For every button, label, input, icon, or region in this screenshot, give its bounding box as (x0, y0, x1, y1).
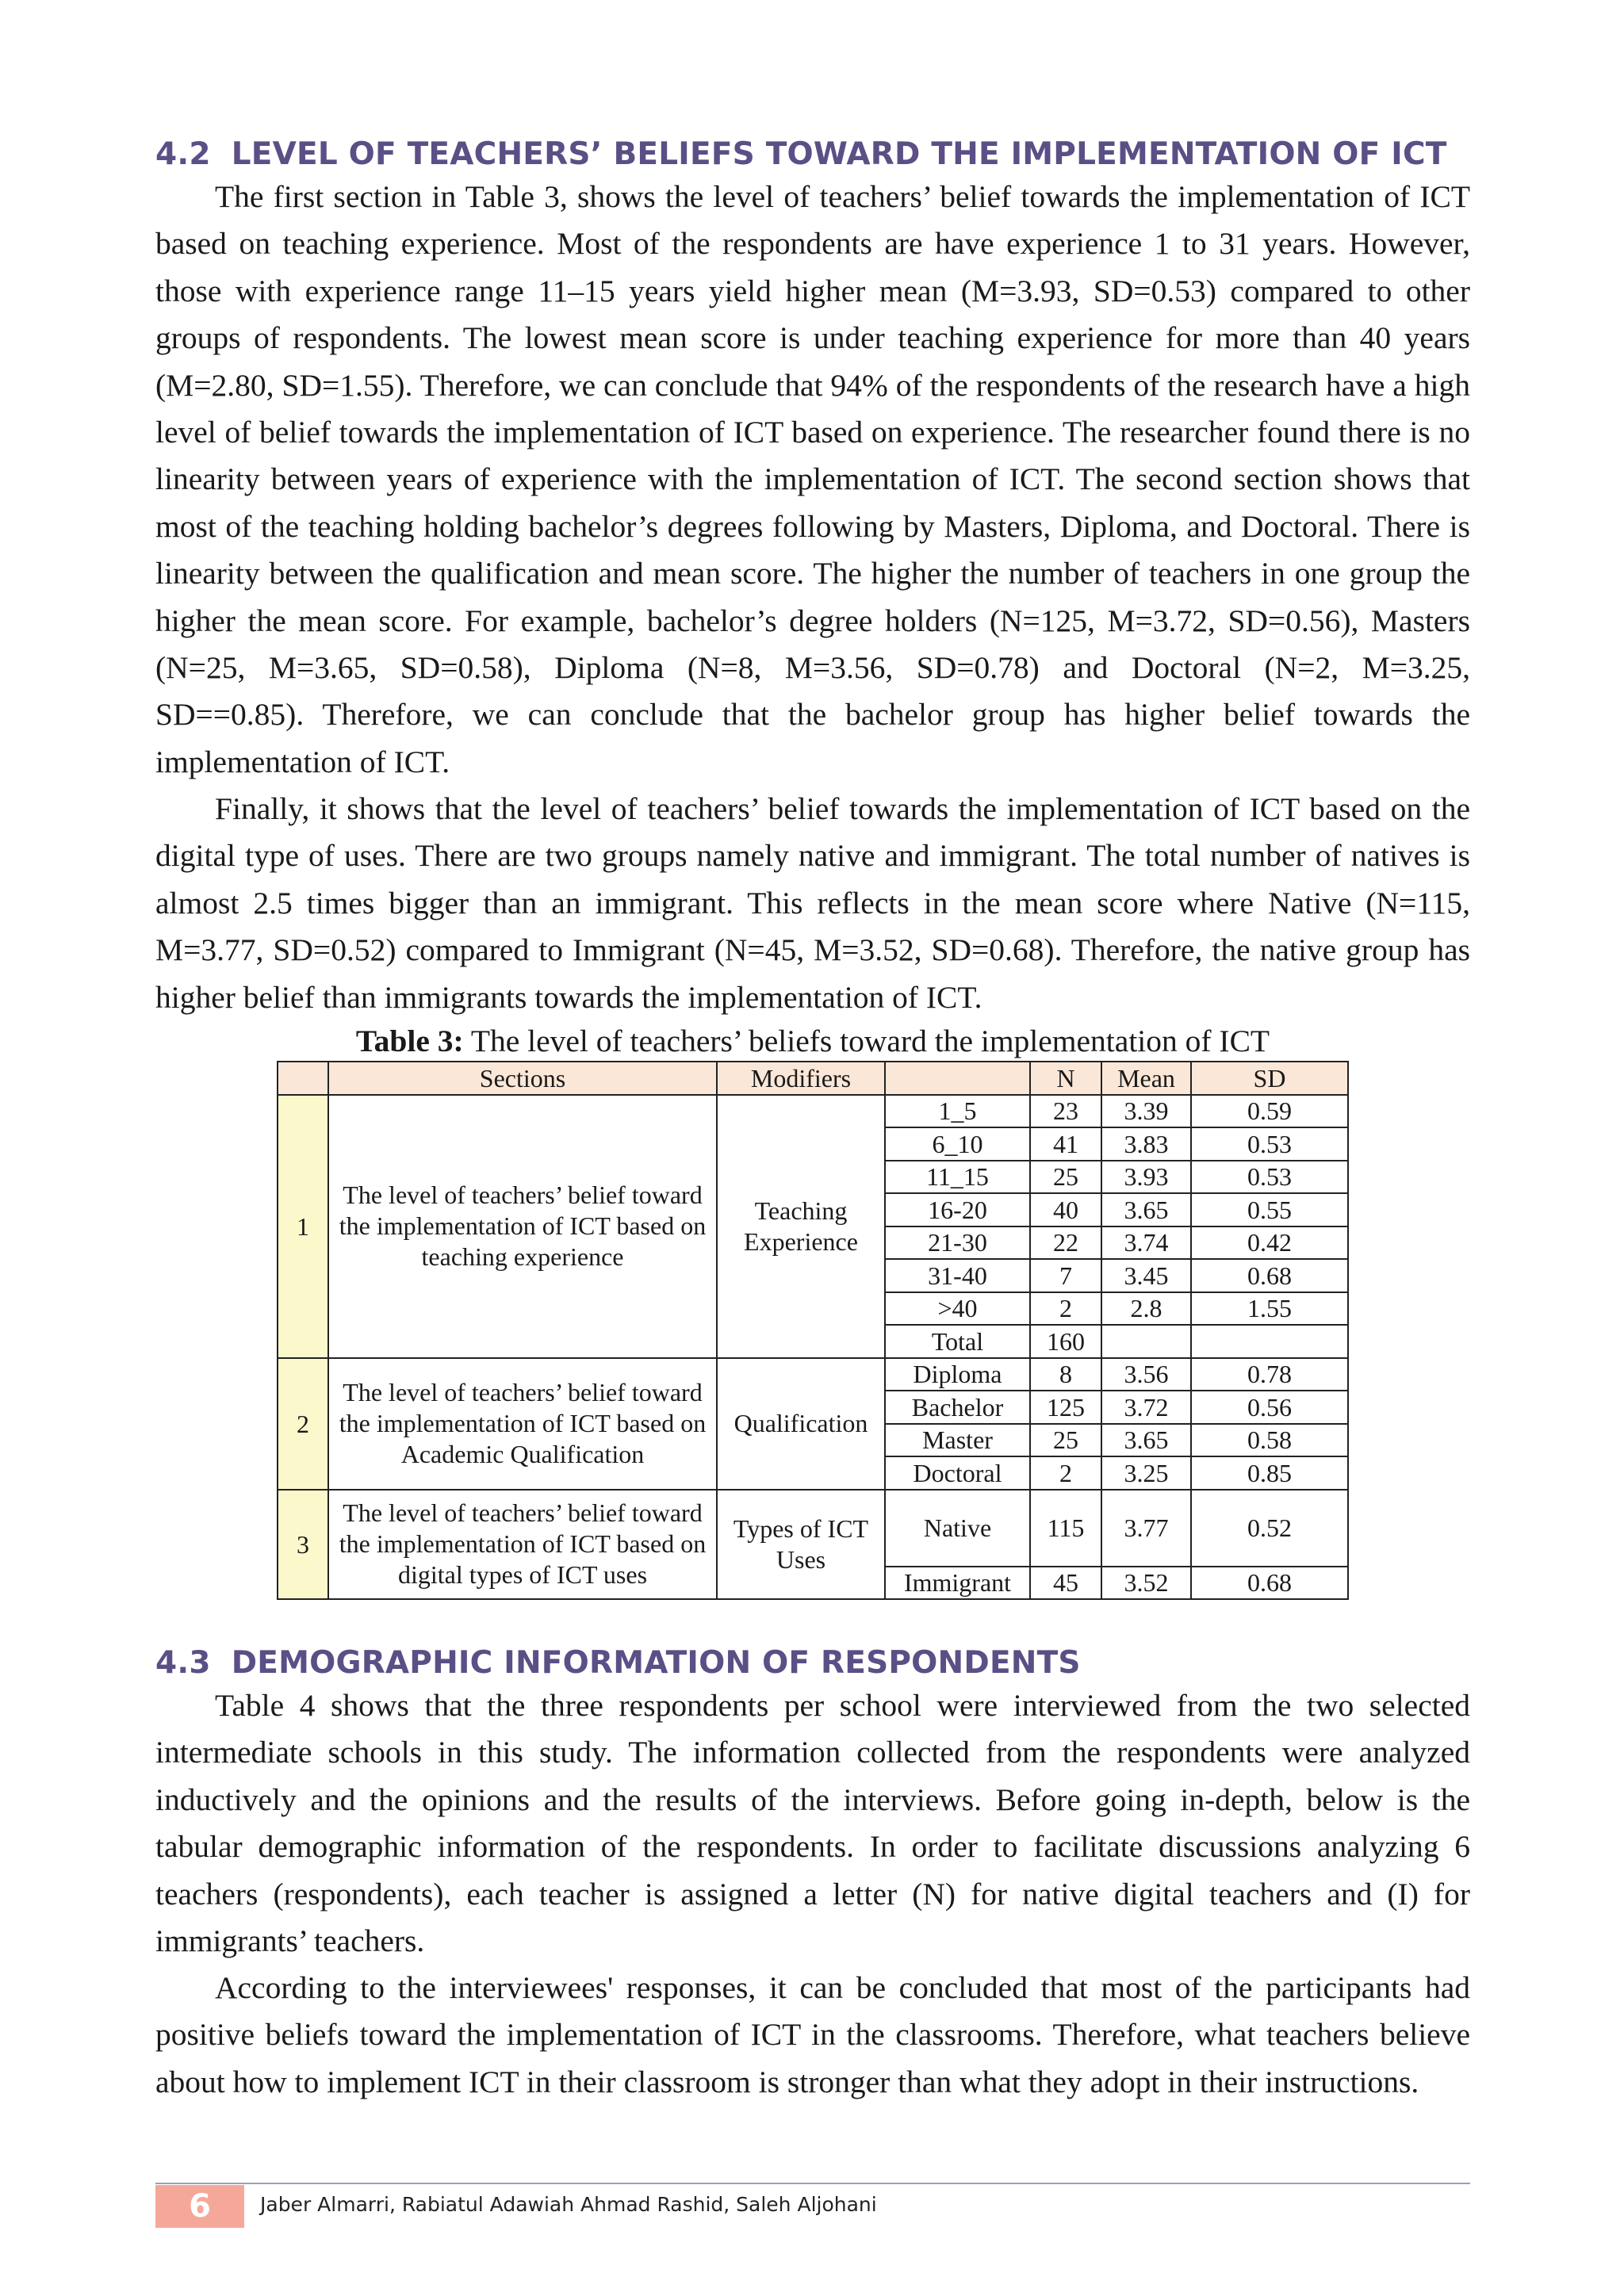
row-sd: 0.85 (1191, 1456, 1348, 1490)
row-sd: 0.56 (1191, 1391, 1348, 1424)
header-n: N (1030, 1062, 1101, 1095)
section-4-2-paragraph-2: Finally, it shows that the level of teachers’ belief towards the implementation of ICT based on the digital type of uses. There are two groups namely native and immigrant. The total number of natives is almost 2.5 times bigger than an immigrant. This reflects in the mean score where Native (N=115, M=3.77, SD=0.52) compared to Immigrant (N=45, M=3.52, SD=0.68). Therefore, the native group has higher belief than immigrants towards the implementation of ICT. (155, 791, 1470, 1015)
row-mean: 3.52 (1101, 1567, 1191, 1600)
caption-label: Table 3: (355, 1024, 464, 1058)
row-mean: 3.56 (1101, 1358, 1191, 1391)
row-mean: 3.77 (1101, 1490, 1191, 1567)
row-n: 40 (1030, 1193, 1101, 1226)
row-mean: 3.39 (1101, 1095, 1191, 1128)
row-n: 25 (1030, 1424, 1101, 1457)
row-label: 21-30 (885, 1226, 1030, 1260)
row-n: 8 (1030, 1358, 1101, 1391)
row-n: 125 (1030, 1391, 1101, 1424)
row-mean: 3.72 (1101, 1391, 1191, 1424)
section-title: DEMOGRAPHIC INFORMATION OF RESPONDENTS (231, 1645, 1081, 1681)
row-n: 45 (1030, 1567, 1101, 1600)
group-index: 1 (278, 1095, 328, 1358)
row-label: Doctoral (885, 1456, 1030, 1490)
row-sd: 0.53 (1191, 1161, 1348, 1194)
row-label: >40 (885, 1292, 1030, 1326)
row-sd: 0.52 (1191, 1490, 1348, 1567)
row-label: 16-20 (885, 1193, 1030, 1226)
section-4-2-heading (155, 136, 1447, 172)
row-sd: 0.55 (1191, 1193, 1348, 1226)
section-number: 4.2 (155, 136, 211, 172)
row-mean: 3.83 (1101, 1127, 1191, 1161)
row-sd: 0.53 (1191, 1127, 1348, 1161)
row-n: 2 (1030, 1456, 1101, 1490)
table-3-caption (155, 1023, 1470, 1059)
row-n: 41 (1030, 1127, 1101, 1161)
row-n: 22 (1030, 1226, 1101, 1260)
section-4-3-paragraph-2: According to the interviewees' responses, it can be concluded that most of the participants had positive beliefs toward the implementation of ICT in the classrooms. Therefore, what teachers believe about how to implement ICT in their classroom is stronger than what they adopt in their instructions. (155, 1970, 1470, 2099)
row-label: 31-40 (885, 1259, 1030, 1292)
row-label: Bachelor (885, 1391, 1030, 1424)
header-index (278, 1062, 328, 1095)
table-row (278, 1490, 1348, 1567)
row-sd: 0.68 (1191, 1567, 1348, 1600)
group-section: The level of teachers’ belief toward the implementation of ICT based on teaching experience (328, 1095, 717, 1358)
row-sd: 0.42 (1191, 1226, 1348, 1260)
row-n: 25 (1030, 1161, 1101, 1194)
row-label: 1_5 (885, 1095, 1030, 1128)
header-sd: SD (1191, 1062, 1348, 1095)
row-sd (1191, 1325, 1348, 1358)
row-mean: 3.93 (1101, 1161, 1191, 1194)
row-label: Diploma (885, 1358, 1030, 1391)
footer-authors: Jaber Almarri, Rabiatul Adawiah Ahmad Rashid, Saleh Aljohani (260, 2193, 877, 2216)
row-label: 6_10 (885, 1127, 1030, 1161)
page-number: 6 (155, 2185, 244, 2228)
header-modifiers: Modifiers (717, 1062, 885, 1095)
row-sd: 0.78 (1191, 1358, 1348, 1391)
table-3 (277, 1061, 1349, 1600)
row-sd: 0.58 (1191, 1424, 1348, 1457)
section-number: 4.3 (155, 1645, 211, 1681)
row-n: 160 (1030, 1325, 1101, 1358)
row-label: Immigrant (885, 1567, 1030, 1600)
group-index: 2 (278, 1358, 328, 1490)
row-mean: 3.65 (1101, 1193, 1191, 1226)
row-label: Master (885, 1424, 1030, 1457)
row-n: 115 (1030, 1490, 1101, 1567)
header-mean: Mean (1101, 1062, 1191, 1095)
group-modifier: Types of ICT Uses (717, 1490, 885, 1600)
section-4-2-paragraph-1: The first section in Table 3, shows the level of teachers’ belief towards the implementation of ICT based on teaching experience. Most of the respondents are have experience 1 to 31 years. However, those with experience range 11–15 years yield higher mean (M=3.93, SD=0.53) compared to other groups of respondents. The lowest mean score is under teaching experience for more than 40 years (M=2.80, SD=1.55). Therefore, we can conclude that 94% of the respondents of the research have a high level of belief towards the implementation of ICT based on experience. The researcher found there is no linearity between years of experience with the implementation of ICT. The second section shows that most of the teaching holding bachelor’s degrees following by Masters, Diploma, and Doctoral. There is linearity between the qualification and mean score. The higher the number of teachers in one group the higher the mean score. For example, bachelor’s degree holders (N=125, M=3.72, SD=0.56), Masters (N=25, M=3.65, SD=0.58), Diploma (N=8, M=3.56, SD=0.78) and Doctoral (N=2, M=3.25, SD==0.85). Therefore, we can conclude that the bachelor group has higher belief towards the implementation of ICT. (155, 179, 1470, 779)
section-title: LEVEL OF TEACHERS’ BELIEFS TOWARD THE IMPLEMENTATION OF ICT (231, 136, 1447, 172)
row-mean: 3.65 (1101, 1424, 1191, 1457)
row-n: 7 (1030, 1259, 1101, 1292)
group-modifier: Qualification (717, 1358, 885, 1490)
row-sd: 1.55 (1191, 1292, 1348, 1326)
header-blank (885, 1062, 1030, 1095)
row-sd: 0.59 (1191, 1095, 1348, 1128)
header-sections: Sections (328, 1062, 717, 1095)
row-label: Native (885, 1490, 1030, 1567)
group-modifier: Teaching Experience (717, 1095, 885, 1358)
group-section: The level of teachers’ belief toward the implementation of ICT based on Academic Qualification (328, 1358, 717, 1490)
row-mean: 3.74 (1101, 1226, 1191, 1260)
footer-divider (155, 2183, 1470, 2184)
group-section: The level of teachers’ belief toward the implementation of ICT based on digital types of ICT uses (328, 1490, 717, 1600)
table-header-row (278, 1062, 1348, 1095)
section-4-3-heading (155, 1645, 1081, 1681)
row-mean (1101, 1325, 1191, 1358)
group-index: 3 (278, 1490, 328, 1600)
row-label: 11_15 (885, 1161, 1030, 1194)
row-mean: 3.25 (1101, 1456, 1191, 1490)
row-mean: 3.45 (1101, 1259, 1191, 1292)
table-row (278, 1358, 1348, 1391)
row-sd: 0.68 (1191, 1259, 1348, 1292)
section-4-3-paragraph-1: Table 4 shows that the three respondents per school were interviewed from the two selected intermediate schools in this study. The information collected from the respondents were analyzed inductively and the opinions and the results of the interviews. Before going in-depth, below is the tabular demographic information of the respondents. In order to facilitate discussions analyzing 6 teachers (respondents), each teacher is assigned a letter (N) for native digital teachers and (I) for immigrants’ teachers. (155, 1688, 1470, 1959)
caption-text: The level of teachers’ beliefs toward the implementation of ICT (463, 1024, 1270, 1058)
row-label: Total (885, 1325, 1030, 1358)
row-n: 2 (1030, 1292, 1101, 1326)
row-mean: 2.8 (1101, 1292, 1191, 1326)
table-row (278, 1095, 1348, 1128)
row-n: 23 (1030, 1095, 1101, 1128)
